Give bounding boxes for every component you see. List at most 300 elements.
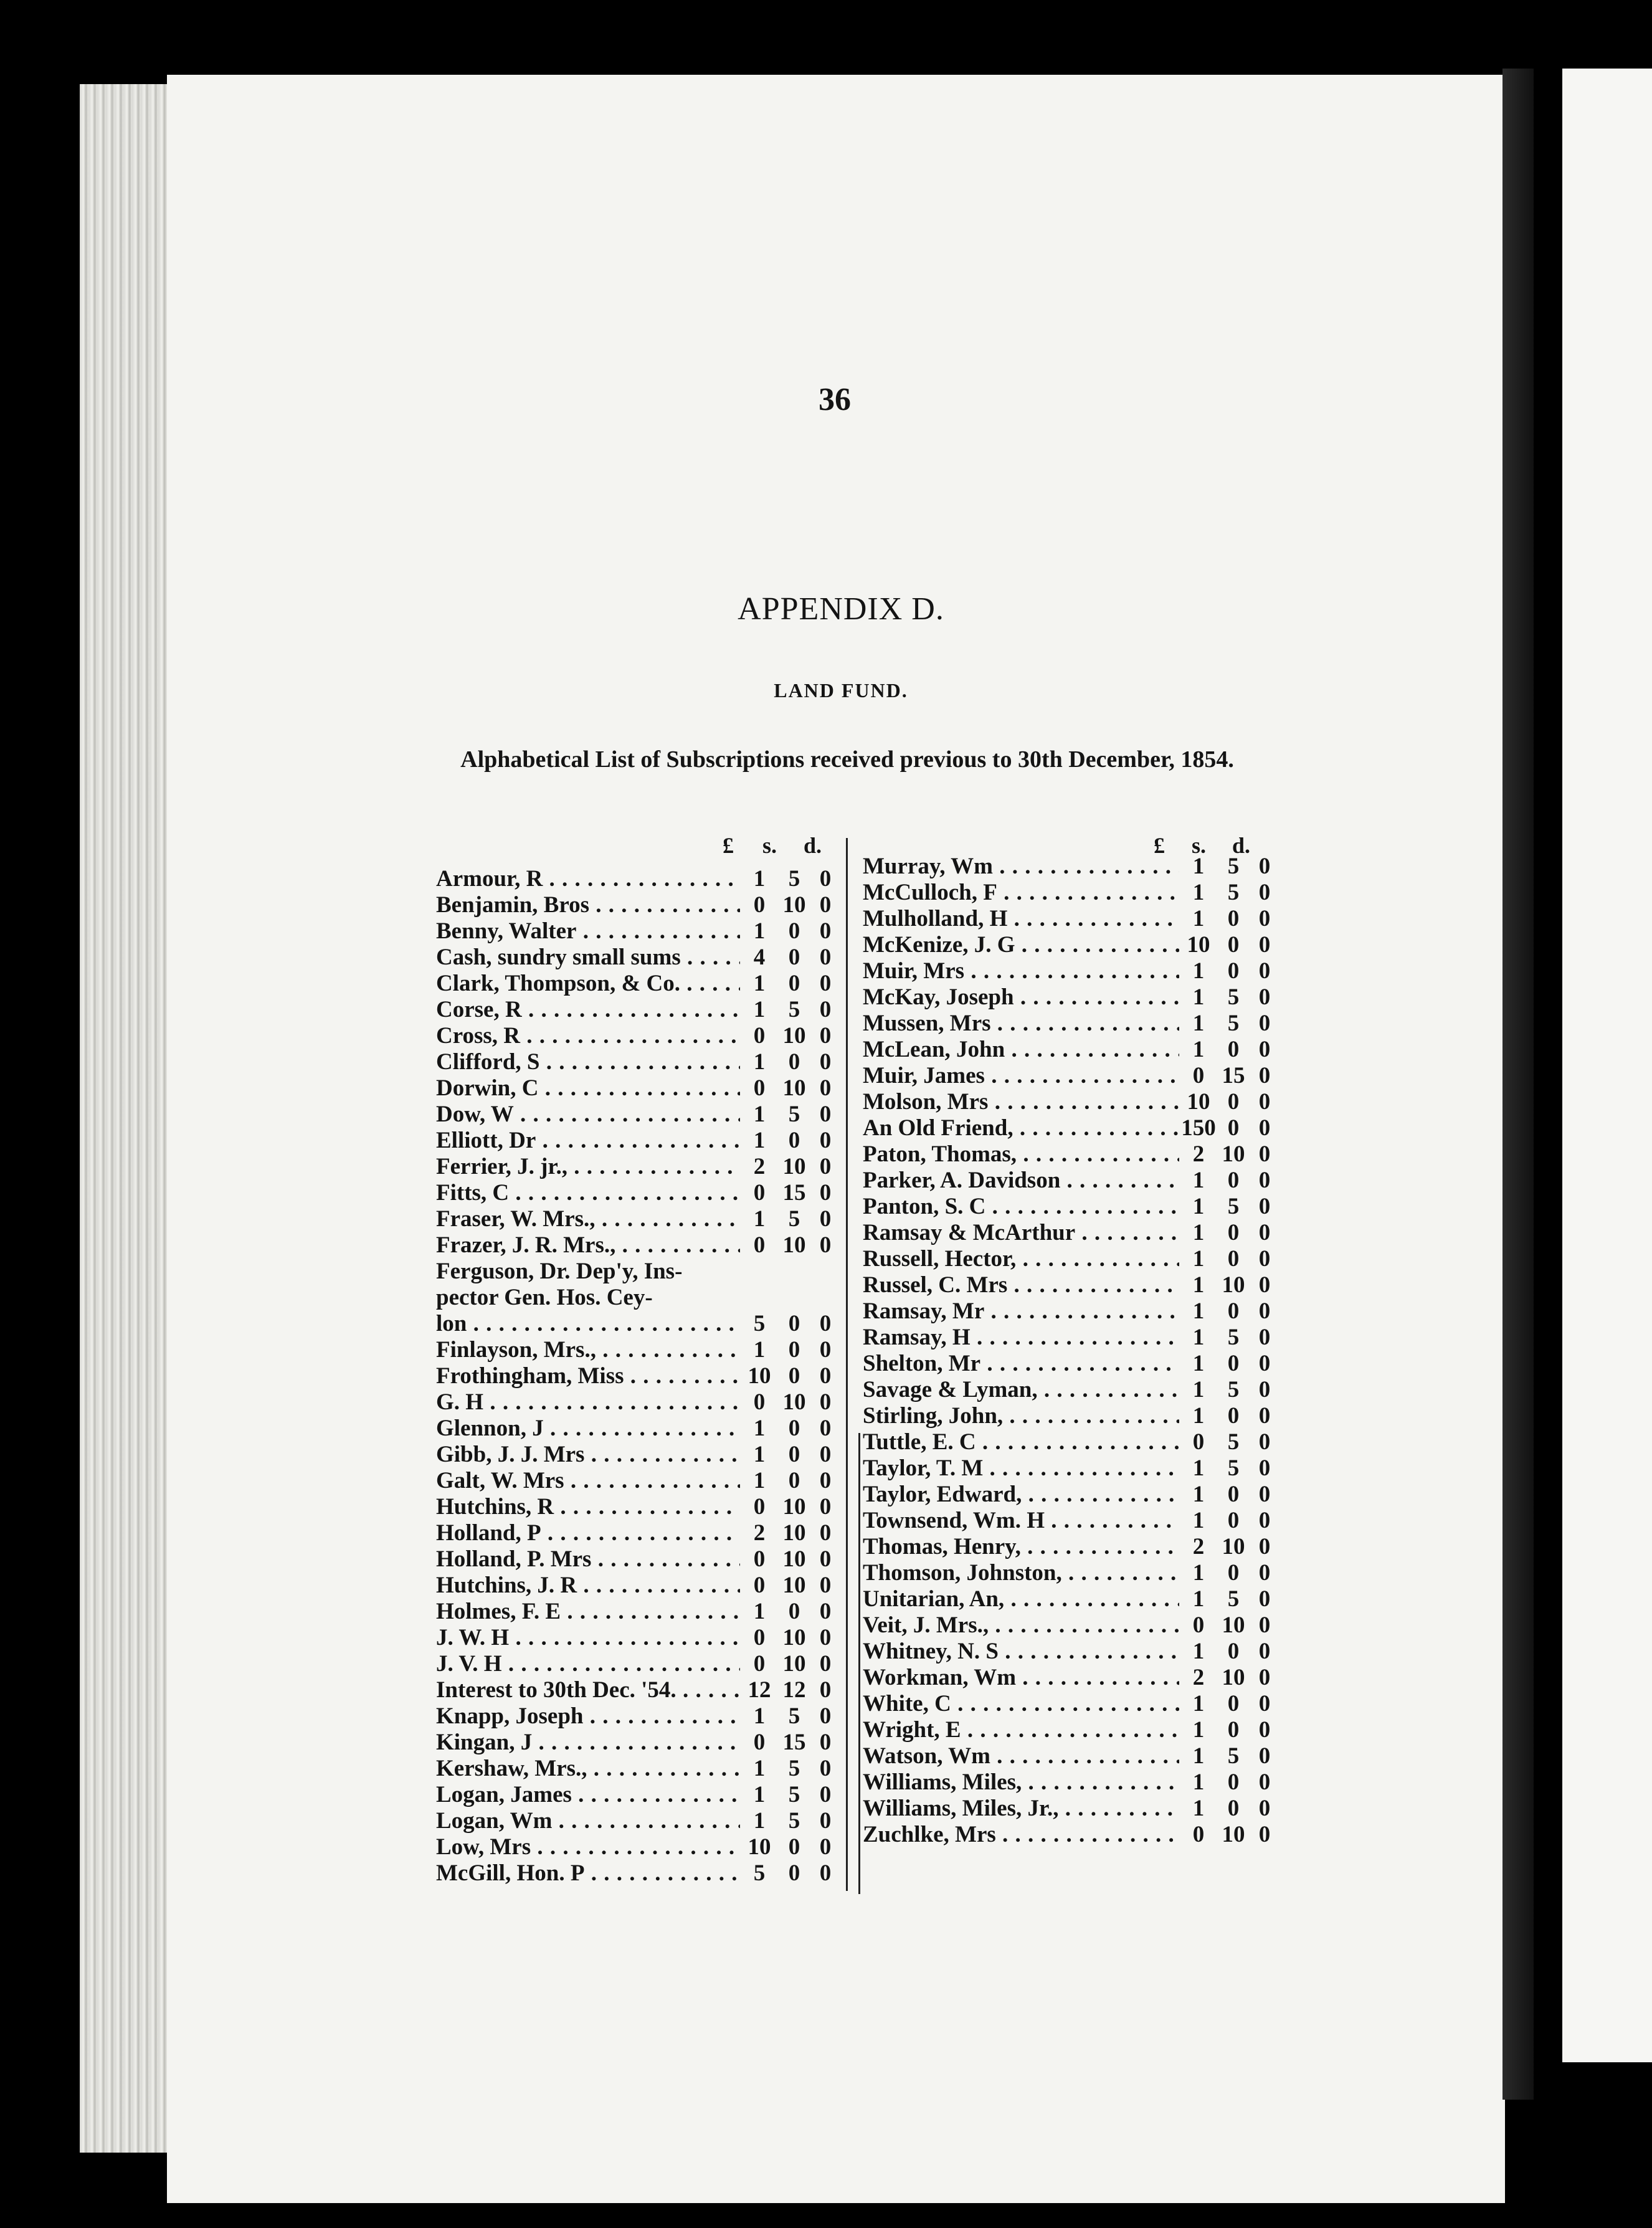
shillings-amount: 0 [1227, 1403, 1240, 1429]
shillings-amount: 10 [782, 1389, 806, 1415]
shillings-amount: 0 [1227, 1691, 1240, 1716]
pence-amount: 0 [1258, 1063, 1271, 1088]
subscriber-name: Clifford, S . . . [436, 1049, 740, 1075]
subscriber-name: Stirling, John, . . . [863, 1403, 1179, 1429]
subscriber-name: Ramsay & McArthur . . . [863, 1220, 1179, 1246]
subscriber-name: McGill, Hon. P . . . [436, 1860, 740, 1887]
subscription-row [863, 1246, 1280, 1272]
subscriber-name: Williams, Miles, Jr., . . . [863, 1796, 1179, 1822]
shillings-amount: 10 [782, 1023, 806, 1049]
pence-amount: 0 [819, 1128, 832, 1153]
pounds-amount: 0 [753, 1651, 766, 1677]
subscription-row [436, 1730, 841, 1756]
subscriber-name: Townsend, Wm. H . . . [863, 1508, 1179, 1534]
shillings-amount: 0 [1227, 1115, 1240, 1141]
subscriber-name: Zuchlke, Mrs . . . [863, 1822, 1179, 1848]
subscription-row [863, 984, 1280, 1011]
pence-amount: 0 [1258, 1141, 1271, 1167]
subscriber-name: Murray, Wm . . . [863, 854, 1179, 880]
shillings-amount: 5 [788, 1782, 800, 1807]
pence-amount: 0 [819, 997, 832, 1022]
subscription-row [436, 945, 841, 971]
subscriber-name: Mussen, Mrs . . . [863, 1011, 1179, 1037]
pence-amount: 0 [1258, 880, 1271, 905]
shillings-amount: 5 [1227, 1455, 1240, 1481]
pounds-amount: 0 [753, 1494, 766, 1520]
subscriber-name: Cross, R . . . [436, 1023, 740, 1049]
pence-amount: 0 [1258, 1089, 1271, 1115]
shillings-amount: 5 [788, 997, 800, 1022]
subscriber-name: McKenize, J. G . . . [863, 932, 1179, 958]
pounds-amount: 0 [753, 1573, 766, 1598]
shillings-amount: 10 [1222, 1822, 1245, 1847]
pounds-amount: 1 [753, 1337, 766, 1363]
subscription-row [863, 1482, 1280, 1508]
subscriber-name: Low, Mrs . . . [436, 1834, 740, 1860]
subscriber-name: Armour, R . . . [436, 866, 740, 892]
pounds-amount: 10 [1187, 1089, 1210, 1115]
shillings-amount: 5 [1227, 984, 1240, 1010]
shillings-amount: 10 [1222, 1534, 1245, 1559]
shillings-amount: 0 [788, 918, 800, 944]
pence-amount: 0 [819, 1442, 832, 1467]
pence-amount: 0 [819, 1494, 832, 1520]
pence-amount: 0 [819, 1180, 832, 1206]
subscription-row [863, 1743, 1280, 1769]
column-divider-lower [858, 1433, 860, 1894]
subscription-row [863, 854, 1280, 880]
pence-header-left: d. [804, 833, 822, 858]
subscription-row [436, 1573, 841, 1599]
pounds-amount: 1 [1192, 1377, 1205, 1402]
pounds-amount: 1 [1192, 1586, 1205, 1612]
subscriber-name: Holmes, F. E . . . [436, 1599, 740, 1625]
pounds-amount: 0 [753, 1730, 766, 1755]
shillings-amount: 0 [788, 1599, 800, 1624]
subscription-row [436, 1677, 841, 1703]
subscription-row [863, 1272, 1280, 1298]
subscription-row [436, 1389, 841, 1416]
subscriber-name: Dorwin, C . . . [436, 1075, 740, 1102]
subscriber-name: Logan, James . . . [436, 1782, 740, 1808]
subscription-row [436, 1703, 841, 1730]
subscriber-name: McLean, John . . . [863, 1037, 1179, 1063]
subscription-row [436, 1599, 841, 1625]
pence-amount: 0 [1258, 1534, 1271, 1559]
subscription-row [863, 932, 1280, 958]
subscription-row [436, 1494, 841, 1520]
pence-amount: 0 [1258, 1691, 1271, 1716]
shillings-amount: 0 [1227, 1717, 1240, 1743]
pounds-amount: 1 [753, 866, 766, 892]
subscriber-name: McCulloch, F . . . [863, 880, 1179, 906]
subscriber-name: lon . . . [436, 1311, 740, 1337]
pence-amount: 0 [1258, 1586, 1271, 1612]
pounds-amount: 0 [753, 1180, 766, 1206]
subscription-row [863, 1298, 1280, 1325]
pence-amount: 0 [819, 1102, 832, 1127]
subscriber-name: Holland, P . . . [436, 1520, 740, 1546]
shillings-amount: 5 [1227, 880, 1240, 905]
pounds-amount: 2 [1192, 1665, 1205, 1690]
subscription-row [436, 1834, 841, 1860]
pounds-amount: 0 [1192, 1612, 1205, 1638]
subscription-row [436, 1023, 841, 1049]
pence-amount: 0 [1258, 1822, 1271, 1847]
pence-amount: 0 [819, 1730, 832, 1755]
subscription-row [863, 880, 1280, 906]
shillings-amount: 15 [1222, 1063, 1245, 1088]
subscription-row [436, 1206, 841, 1232]
subscription-row [863, 1560, 1280, 1586]
shillings-amount: 0 [1227, 1508, 1240, 1533]
pounds-amount: 1 [1192, 1272, 1205, 1298]
shillings-amount: 10 [782, 1232, 806, 1258]
subscriber-name: Whitney, N. S . . . [863, 1639, 1179, 1665]
pence-amount: 0 [1258, 932, 1271, 958]
subscriber-name: Williams, Miles, . . . [863, 1769, 1179, 1796]
subscription-row [863, 1011, 1280, 1037]
subscriber-name: Ramsay, Mr . . . [863, 1298, 1179, 1325]
pounds-amount: 5 [753, 1311, 766, 1336]
shillings-amount: 5 [1227, 1325, 1240, 1350]
subscription-row [863, 1377, 1280, 1403]
shillings-amount: 0 [788, 1860, 800, 1886]
pounds-amount: 1 [753, 1128, 766, 1153]
pounds-amount: 1 [1192, 1743, 1205, 1769]
subscriber-name: Interest to 30th Dec. '54. . . . [436, 1677, 740, 1703]
pence-amount: 0 [1258, 1377, 1271, 1402]
pounds-amount: 1 [753, 918, 766, 944]
pence-amount: 0 [1258, 1168, 1271, 1193]
pence-amount: 0 [819, 1075, 832, 1101]
subscription-row [863, 1508, 1280, 1534]
subscriber-name: Corse, R . . . [436, 997, 740, 1023]
pence-amount: 0 [1258, 1351, 1271, 1376]
appendix-title: APPENDIX D. [738, 591, 944, 627]
pounds-amount: 1 [1192, 1351, 1205, 1376]
subscription-row [436, 1756, 841, 1782]
subscription-row [436, 1363, 841, 1389]
pence-amount: 0 [819, 1756, 832, 1781]
subscription-row [436, 1520, 841, 1546]
pounds-amount: 1 [1192, 854, 1205, 879]
subscriber-name: Taylor, Edward, . . . [863, 1482, 1179, 1508]
list-subtitle: Alphabetical List of Subscriptions received previous to 30th December, 1854. [460, 746, 1234, 773]
shillings-amount: 0 [1227, 1168, 1240, 1193]
shillings-amount: 10 [782, 892, 806, 918]
pence-amount: 0 [1258, 958, 1271, 984]
pounds-amount: 1 [1192, 1796, 1205, 1821]
pence-amount: 0 [819, 1206, 832, 1232]
pounds-amount: 1 [1192, 906, 1205, 931]
subscriber-name: Galt, W. Mrs . . . [436, 1468, 740, 1494]
subscriber-name: Glennon, J . . . [436, 1416, 740, 1442]
shillings-amount: 10 [1222, 1612, 1245, 1638]
pence-amount: 0 [819, 1834, 832, 1860]
shillings-amount: 5 [1227, 854, 1240, 879]
subscriber-name: An Old Friend, . . . [863, 1115, 1179, 1141]
subscriber-name: Paton, Thomas, . . . [863, 1141, 1179, 1168]
shillings-header-left: s. [762, 833, 777, 858]
subscription-row [436, 1075, 841, 1102]
shillings-amount: 0 [1227, 906, 1240, 931]
pence-amount: 0 [1258, 1560, 1271, 1586]
pence-amount: 0 [819, 1546, 832, 1572]
pounds-amount: 1 [753, 1599, 766, 1624]
shillings-amount: 0 [788, 1311, 800, 1336]
subscriber-name: McKay, Joseph . . . [863, 984, 1179, 1011]
pence-amount: 0 [819, 1651, 832, 1677]
subscription-row [863, 1115, 1280, 1141]
subscriber-name: Molson, Mrs . . . [863, 1089, 1179, 1115]
pounds-amount: 1 [753, 1206, 766, 1232]
pence-amount: 0 [1258, 1508, 1271, 1533]
subscription-row [863, 1612, 1280, 1639]
shillings-amount: 0 [1227, 1220, 1240, 1245]
shillings-amount: 0 [1227, 1351, 1240, 1376]
subscriber-name: Shelton, Mr . . . [863, 1351, 1179, 1377]
subscriber-name: Muir, James . . . [863, 1063, 1179, 1089]
shillings-amount: 0 [1227, 1482, 1240, 1507]
subscriber-name: Hutchins, J. R . . . [436, 1573, 740, 1599]
subscriber-name: Hutchins, R . . . [436, 1494, 740, 1520]
pounds-amount: 1 [753, 1416, 766, 1441]
subscriber-name: Gibb, J. J. Mrs . . . [436, 1442, 740, 1468]
shillings-amount: 0 [1227, 1560, 1240, 1586]
pounds-amount: 0 [1192, 1063, 1205, 1088]
pounds-amount: 0 [1192, 1822, 1205, 1847]
pounds-amount: 1 [1192, 958, 1205, 984]
shillings-amount: 10 [782, 1520, 806, 1546]
subscriber-name: Ferguson, Dr. Dep'y, Ins- [436, 1259, 683, 1284]
pounds-amount: 1 [1192, 1455, 1205, 1481]
subscription-row [863, 1403, 1280, 1429]
pence-amount: 0 [819, 1677, 832, 1703]
pounds-amount: 1 [1192, 1037, 1205, 1062]
shillings-amount: 5 [1227, 1429, 1240, 1455]
subscriber-name: Clark, Thompson, & Co. . . . [436, 971, 740, 997]
subscriber-name: Knapp, Joseph . . . [436, 1703, 740, 1730]
subscription-row [436, 1860, 841, 1887]
pounds-header-left: £ [723, 833, 734, 858]
pence-amount: 0 [1258, 1325, 1271, 1350]
subscription-row [436, 1337, 841, 1363]
pence-amount: 0 [819, 1416, 832, 1441]
shillings-header-right: s. [1192, 833, 1207, 858]
shillings-amount: 0 [1227, 1298, 1240, 1324]
pence-amount: 0 [819, 1023, 832, 1049]
subscriber-name: Kingan, J . . . [436, 1730, 740, 1756]
pounds-amount: 1 [1192, 1403, 1205, 1429]
shillings-amount: 5 [788, 1703, 800, 1729]
subscription-row [436, 1782, 841, 1808]
pounds-amount: 1 [753, 1468, 766, 1493]
subscription-row [863, 958, 1280, 984]
pounds-amount: 0 [753, 1389, 766, 1415]
pence-amount: 0 [819, 866, 832, 892]
subscription-row [436, 1651, 841, 1677]
pounds-amount: 1 [1192, 1560, 1205, 1586]
subscription-row [436, 971, 841, 997]
subscriber-name: Benny, Walter . . . [436, 918, 740, 945]
subscription-row [863, 1586, 1280, 1612]
subscription-row [863, 1063, 1280, 1089]
shillings-amount: 5 [1227, 1011, 1240, 1036]
subscription-row [863, 1168, 1280, 1194]
pence-amount: 0 [819, 1232, 832, 1258]
pounds-amount: 1 [1192, 1691, 1205, 1716]
pence-amount: 0 [819, 1782, 832, 1807]
pounds-amount: 1 [1192, 1508, 1205, 1533]
shillings-amount: 0 [1227, 1796, 1240, 1821]
pence-amount: 0 [1258, 906, 1271, 931]
pence-amount: 0 [1258, 1429, 1271, 1455]
subscription-row [436, 1102, 841, 1128]
pounds-amount: 2 [1192, 1534, 1205, 1559]
subscriber-name: Panton, S. C . . . [863, 1194, 1179, 1220]
pence-amount: 0 [1258, 1220, 1271, 1245]
pounds-amount: 10 [748, 1363, 771, 1389]
pence-amount: 0 [819, 918, 832, 944]
subscription-row [436, 997, 841, 1023]
pounds-amount: 0 [753, 1075, 766, 1101]
subscriber-name: Russel, C. Mrs . . . [863, 1272, 1179, 1298]
pence-amount: 0 [1258, 1272, 1271, 1298]
pounds-amount: 10 [748, 1834, 771, 1860]
subscriber-name: Thomas, Henry, . . . [863, 1534, 1179, 1560]
subscriber-name: Elliott, Dr . . . [436, 1128, 740, 1154]
pence-amount: 0 [819, 971, 832, 996]
subscription-row [863, 1639, 1280, 1665]
pence-amount: 0 [1258, 1743, 1271, 1769]
pounds-amount: 0 [1192, 1429, 1205, 1455]
pounds-amount: 1 [1192, 1482, 1205, 1507]
pounds-amount: 1 [753, 1049, 766, 1075]
subscriber-name: Muir, Mrs . . . [863, 958, 1179, 984]
shillings-amount: 5 [1227, 1194, 1240, 1219]
subscriber-name: Savage & Lyman, . . . [863, 1377, 1179, 1403]
pence-amount: 0 [819, 1860, 832, 1886]
shillings-amount: 15 [782, 1180, 806, 1206]
page-number: 36 [819, 382, 851, 417]
subscriber-name: Kershaw, Mrs., . . . [436, 1756, 740, 1782]
shillings-amount: 10 [1222, 1272, 1245, 1298]
shillings-amount: 0 [1227, 1246, 1240, 1272]
shillings-amount: 5 [1227, 1743, 1240, 1769]
shillings-amount: 0 [788, 1337, 800, 1363]
pence-amount: 0 [1258, 854, 1271, 879]
subscription-row [436, 1468, 841, 1494]
shillings-amount: 0 [1227, 1639, 1240, 1664]
pounds-amount: 0 [753, 1625, 766, 1650]
pounds-amount: 1 [753, 1782, 766, 1807]
subscriber-name: Frazer, J. R. Mrs., . . . [436, 1232, 740, 1259]
subscriber-name: Wright, E . . . [863, 1717, 1179, 1743]
shillings-amount: 0 [788, 1834, 800, 1860]
pounds-amount: 1 [1192, 1769, 1205, 1795]
subscription-row [436, 1416, 841, 1442]
subscription-row [436, 918, 841, 945]
subscriber-name: Cash, sundry small sums . . . [436, 945, 740, 971]
pence-amount: 0 [819, 892, 832, 918]
pence-amount: 0 [1258, 1403, 1271, 1429]
pounds-amount: 1 [1192, 1639, 1205, 1664]
pounds-amount: 2 [753, 1520, 766, 1546]
subscriber-name: Unitarian, An, . . . [863, 1586, 1179, 1612]
shillings-amount: 0 [788, 1468, 800, 1493]
subscription-row [863, 1665, 1280, 1691]
pounds-amount: 1 [753, 1102, 766, 1127]
pence-amount: 0 [819, 1311, 832, 1336]
pounds-amount: 2 [1192, 1141, 1205, 1167]
subscription-row [863, 1691, 1280, 1717]
pence-amount: 0 [1258, 1482, 1271, 1507]
subscription-row [436, 1259, 841, 1285]
pounds-amount: 1 [1192, 1168, 1205, 1193]
shillings-amount: 5 [788, 1756, 800, 1781]
subscription-row [436, 1285, 841, 1311]
pounds-amount: 5 [753, 1860, 766, 1886]
subscriber-name: Mulholland, H . . . [863, 906, 1179, 932]
pence-amount: 0 [1258, 1612, 1271, 1638]
pence-amount: 0 [819, 1337, 832, 1363]
subscriber-name: White, C . . . [863, 1691, 1179, 1717]
subscriber-name: Frothingham, Miss . . . [436, 1363, 740, 1389]
subscription-row [863, 1455, 1280, 1482]
shillings-amount: 5 [788, 1102, 800, 1127]
subscriber-name: Finlayson, Mrs., . . . [436, 1337, 740, 1363]
shillings-amount: 0 [1227, 958, 1240, 984]
pence-header-right: d. [1232, 833, 1251, 858]
pounds-amount: 1 [1192, 1325, 1205, 1350]
pounds-amount: 1 [753, 1703, 766, 1729]
subscription-row [863, 1429, 1280, 1455]
subscription-row [863, 1822, 1280, 1848]
subscriber-name: Veit, J. Mrs., . . . [863, 1612, 1179, 1639]
subscriber-name: J. W. H . . . [436, 1625, 740, 1651]
subscription-row [863, 1769, 1280, 1796]
subscriber-name: Holland, P. Mrs . . . [436, 1546, 740, 1573]
subscriber-name: Watson, Wm . . . [863, 1743, 1179, 1769]
pence-amount: 0 [819, 1625, 832, 1650]
shillings-amount: 5 [1227, 1586, 1240, 1612]
shillings-amount: 10 [782, 1573, 806, 1598]
pence-amount: 0 [819, 1573, 832, 1598]
shillings-amount: 0 [788, 1128, 800, 1153]
pounds-amount: 1 [1192, 1194, 1205, 1219]
subscriber-name: Tuttle, E. C . . . [863, 1429, 1179, 1455]
subscription-row [436, 1128, 841, 1154]
subscription-row [436, 1232, 841, 1259]
pence-amount: 0 [819, 1599, 832, 1624]
subscriber-name: Ramsay, H . . . [863, 1325, 1179, 1351]
shillings-amount: 0 [788, 1049, 800, 1075]
pounds-amount: 1 [753, 971, 766, 996]
subscriber-name: G. H . . . [436, 1389, 740, 1416]
pounds-amount: 1 [1192, 1246, 1205, 1272]
pounds-amount: 1 [1192, 1011, 1205, 1036]
pounds-amount: 12 [748, 1677, 771, 1703]
subscriber-name: Thomson, Johnston, . . . [863, 1560, 1179, 1586]
subscription-row [863, 906, 1280, 932]
subscription-row [436, 1808, 841, 1834]
subscription-row [863, 1220, 1280, 1246]
pounds-amount: 1 [753, 1756, 766, 1781]
pence-amount: 0 [819, 1363, 832, 1389]
subscription-row [863, 1089, 1280, 1115]
pence-amount: 0 [1258, 1769, 1271, 1795]
